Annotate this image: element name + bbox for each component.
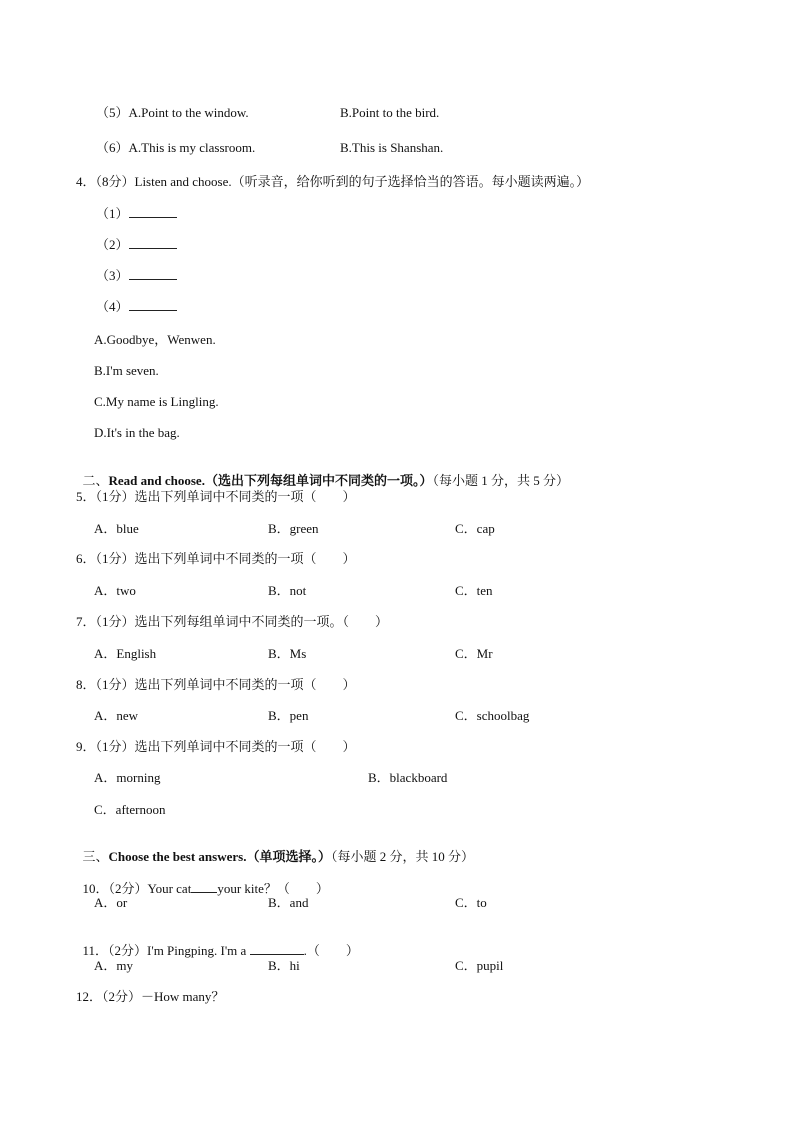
question-9-stem: 9．（1分）选出下列单词中不同类的一项（ ）: [76, 739, 356, 754]
question-12-stem: 12．（2分）－How many？: [76, 989, 225, 1004]
q11-stem-end: .（ ）: [303, 943, 359, 958]
q11-option-b: B．hi: [268, 958, 300, 973]
q3-item5-option-a: （5）A.Point to the window.: [96, 105, 249, 120]
answer-blank: [129, 205, 177, 218]
q4-answer-b: B.I'm seven.: [94, 363, 159, 378]
section-2-score-note: （每小题 1 分，共 5 分）: [432, 473, 569, 488]
section-2-heading: [76, 457, 569, 489]
q8-option-a: A．new: [94, 708, 139, 723]
q4-answer-c: C.My name is Lingling.: [94, 394, 219, 409]
question-4-stem: 4．（8分）Listen and choose.（听录音，给你听到的句子选择恰当的答语。每小题读两遍。）: [76, 174, 590, 189]
q9-option-c: C．afternoon: [94, 802, 166, 817]
q4-blank-3: [96, 267, 177, 284]
q10-stem-start: 10．（2分）Your cat: [82, 881, 192, 896]
answer-blank: [250, 942, 304, 955]
section-2-number: 二、: [82, 473, 109, 488]
q5-option-b: B．green: [268, 521, 319, 536]
section-3-heading: [76, 833, 474, 865]
q10-stem-end: your kite？（ ）: [217, 881, 329, 896]
section-3-number: 三、: [82, 849, 109, 864]
q3-item5-option-b: B.Point to the bird.: [340, 105, 440, 120]
question-8-stem: 8．（1分）选出下列单词中不同类的一项（ ）: [76, 677, 356, 692]
q4-blank-2-label: （2）: [96, 237, 129, 252]
answer-blank: [191, 880, 217, 893]
answer-blank: [129, 298, 177, 311]
q7-option-b: B．Ms: [268, 646, 307, 661]
question-7-stem: 7．（1分）选出下列每组单词中不同类的一项。（ ）: [76, 614, 389, 629]
q6-option-b: B．not: [268, 583, 307, 598]
section-3-score-note: （每小题 2 分，共 10 分）: [330, 849, 474, 864]
q4-blank-1: [96, 205, 177, 222]
q11-option-c: C．pupil: [455, 958, 504, 973]
q8-option-c: C．schoolbag: [455, 708, 530, 723]
q5-option-a: A．blue: [94, 521, 139, 536]
q7-option-a: A．English: [94, 646, 157, 661]
q6-option-c: C．ten: [455, 583, 493, 598]
section-3-title: Choose the best answers.（单项选择。）: [108, 849, 331, 864]
q4-blank-2: [96, 236, 177, 253]
q10-option-b: B．and: [268, 895, 309, 910]
q4-blank-1-label: （1）: [96, 206, 129, 221]
section-2-title: Read and choose.（选出下列每组单词中不同类的一项。）: [108, 473, 433, 488]
q11-stem-start: 11．（2分）I'm Pingping. I'm a: [82, 943, 250, 958]
q11-option-a: A．my: [94, 958, 134, 973]
q10-option-a: A．or: [94, 895, 128, 910]
question-5-stem: 5．（1分）选出下列单词中不同类的一项（ ）: [76, 489, 356, 504]
q7-option-c: C．Mr: [455, 646, 493, 661]
q3-item6-option-b: B.This is Shanshan.: [340, 140, 444, 155]
q4-blank-4: [96, 298, 177, 315]
q9-option-b: B．blackboard: [368, 770, 448, 785]
answer-blank: [129, 267, 177, 280]
q4-answer-a: A.Goodbye，Wenwen.: [94, 332, 216, 347]
q3-item6-option-a: （6）A.This is my classroom.: [96, 140, 256, 155]
q4-blank-3-label: （3）: [96, 268, 129, 283]
q8-option-b: B．pen: [268, 708, 309, 723]
question-11-stem: [76, 926, 359, 959]
q9-option-a: A．morning: [94, 770, 161, 785]
q5-option-c: C．cap: [455, 521, 495, 536]
q4-blank-4-label: （4）: [96, 299, 129, 314]
question-10-stem: [76, 864, 329, 897]
q10-option-c: C．to: [455, 895, 487, 910]
q4-answer-d: D.It's in the bag.: [94, 425, 180, 440]
q6-option-a: A．two: [94, 583, 136, 598]
question-6-stem: 6．（1分）选出下列单词中不同类的一项（ ）: [76, 551, 356, 566]
answer-blank: [129, 236, 177, 249]
